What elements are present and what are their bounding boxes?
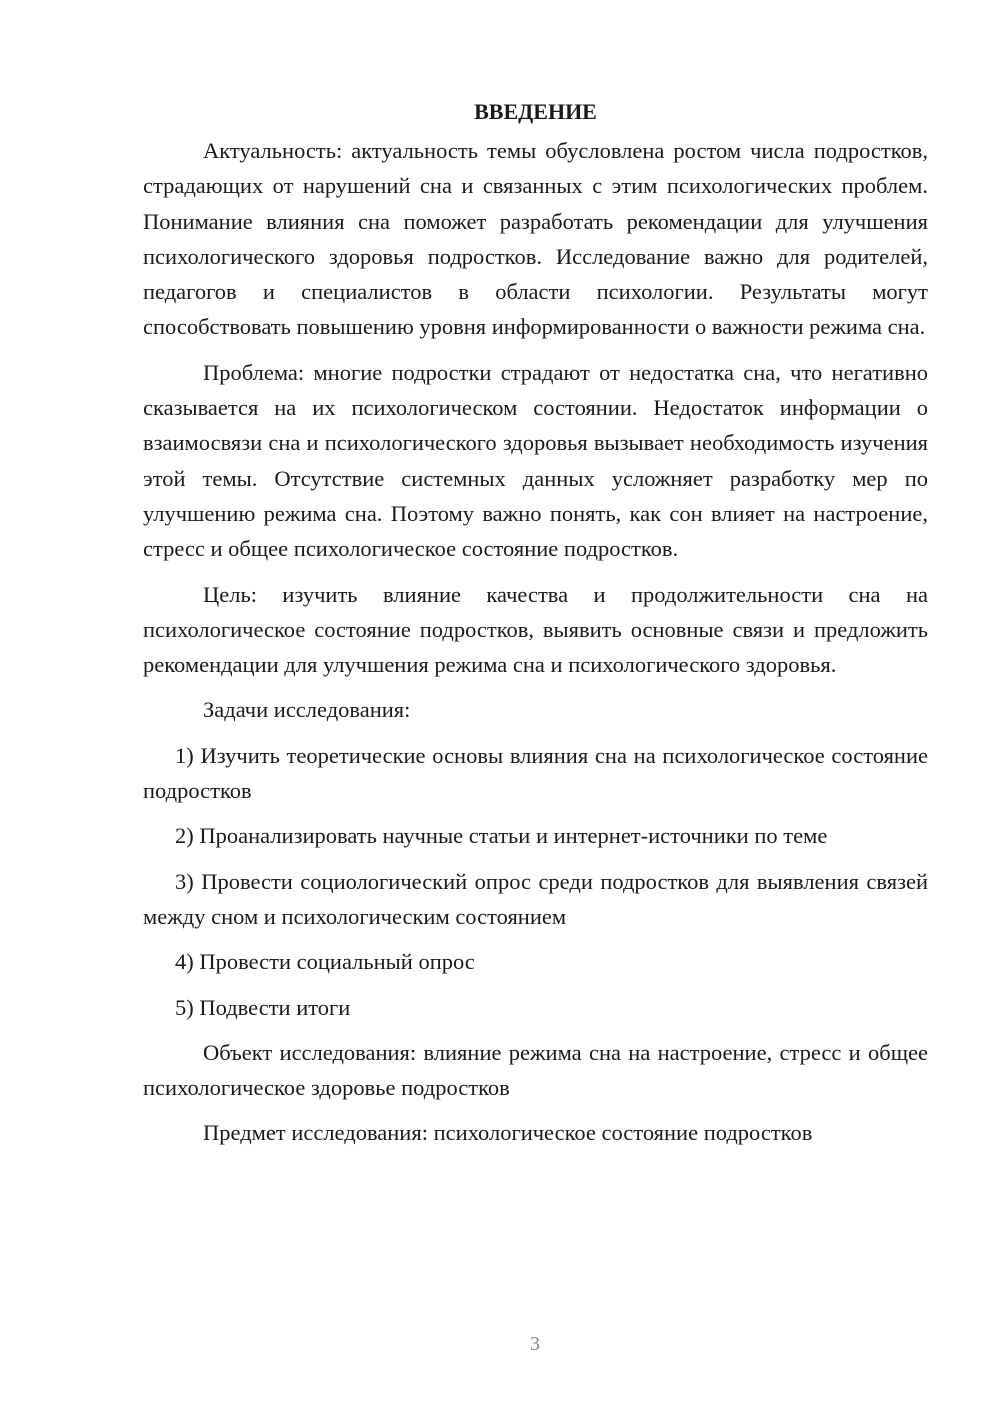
task-item-4: 4) Провести социальный опрос	[175, 949, 475, 975]
task-item-3: 3) Провести социологический опрос среди подростков для выявления связей между сном и психологическим состоянием	[143, 868, 928, 929]
page-number: 3	[530, 1333, 540, 1355]
problem-paragraph: Проблема: многие подростки страдают от недостатка сна, что негативно сказывается на их психологическом состоянии. Недостаток информации о взаимосвязи сна и психологического здоровья вызывает необходимость изучения этой темы. Отсутствие системных данных усложняет разработку мер по улучшению режима сна. Поэтому важно понять, как сон влияет на настроение, стресс и общее психологическое состояние подростков.	[143, 359, 928, 562]
tasks-heading: Задачи исследования:	[203, 697, 411, 723]
relevance-paragraph: Актуальность: актуальность темы обусловлена ростом числа подростков, страдающих от нарушений сна и связанных с этим психологических проблем. Понимание влияния сна поможет разработать рекомендации для улучшения психологического здоровья подростков. Исследование важно для родителей, педагогов и специалистов в области психологии. Результаты могут способствовать повышению уровня информированности о важности режима сна.	[143, 138, 928, 340]
subject-paragraph: Предмет исследования: психологическое состояние подростков	[203, 1120, 813, 1146]
object-paragraph: Объект исследования: влияние режима сна на настроение, стресс и общее психологическое здоровье подростков	[143, 1039, 928, 1101]
section-title: ВВЕДЕНИЕ	[474, 99, 597, 124]
task-item-5: 5) Подвести итоги	[175, 994, 351, 1020]
task-item-2: 2) Проанализировать научные статьи и интернет-источники по теме	[175, 823, 828, 849]
task-item-1: 1) Изучить теоретические основы влияния сна на психологическое состояние подростков	[143, 742, 928, 804]
goal-paragraph: Цель: изучить влияние качества и продолжительности сна на психологическое состояние подростков, выявить основные связи и предложить рекомендации для улучшения режима сна и психологического здоровья.	[143, 581, 928, 678]
page-content	[143, 96, 928, 1161]
